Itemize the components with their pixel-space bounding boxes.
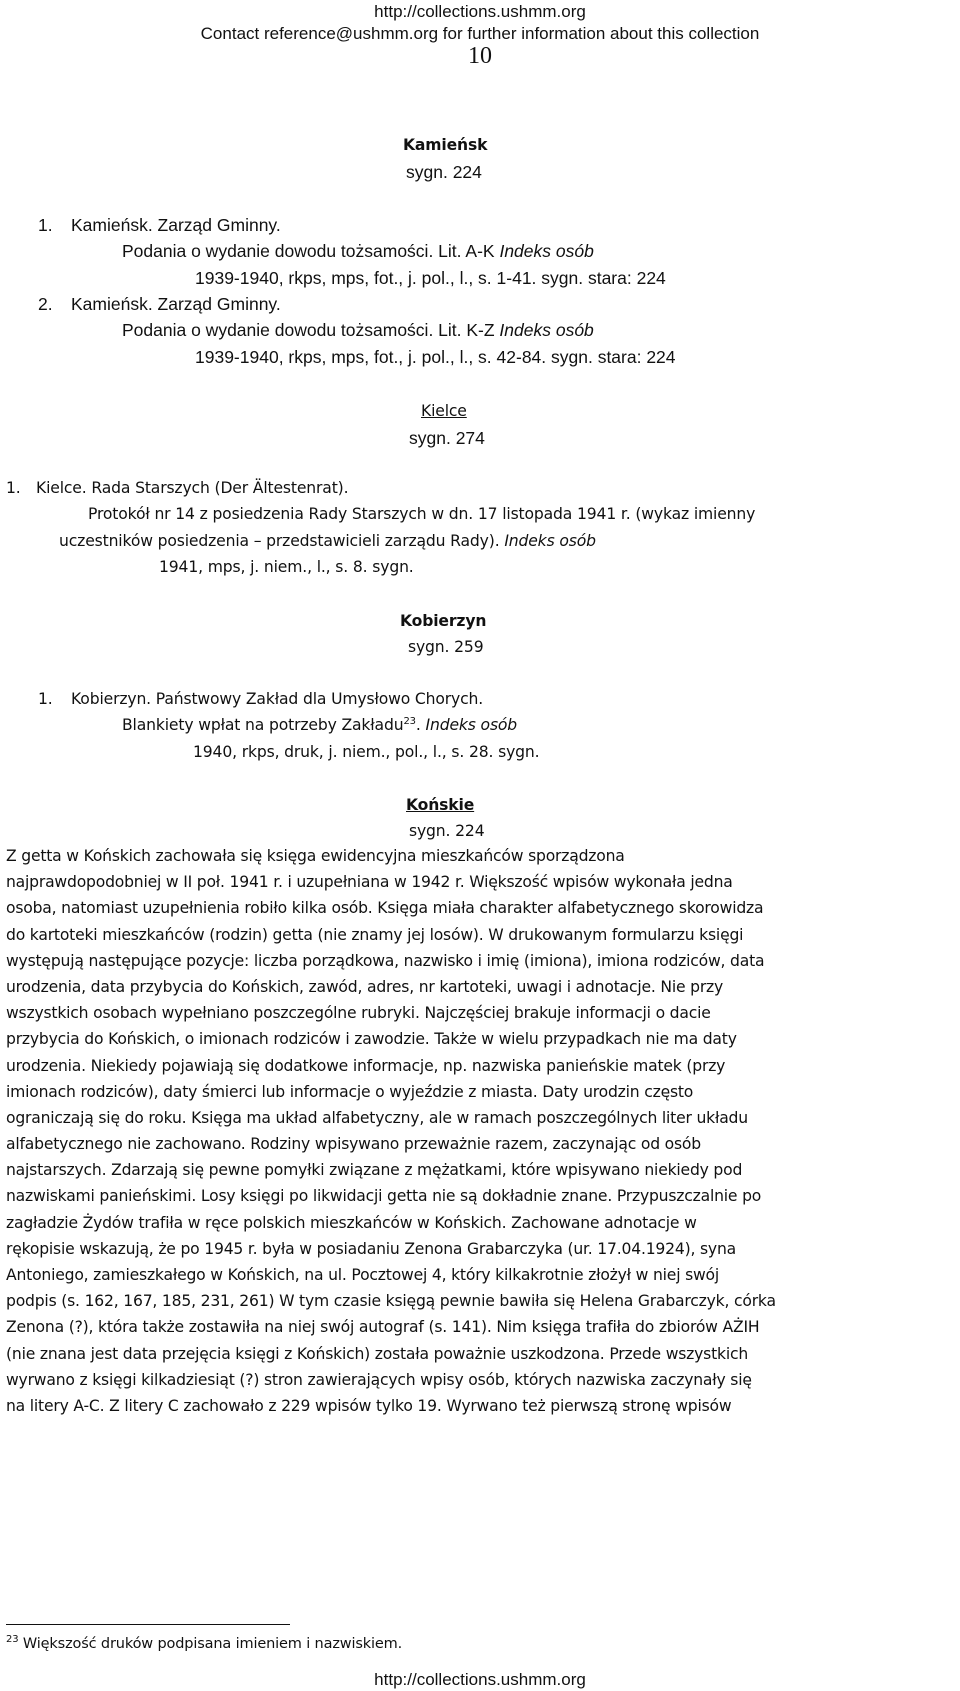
footnote-ref: 23 (403, 716, 416, 727)
paragraph-line: Z getta w Końskich zachowała się księga ewidencyjna mieszkańców sporządzona (6, 847, 625, 865)
section-title-konskie: Końskie (406, 796, 475, 814)
paragraph-line: występują następujące pozycje: liczba porządkowa, nazwisko i imię (imiona), imiona rodziców, data (6, 951, 765, 970)
paragraph-line: urodzenia. Niekiedy pojawiają się dodatkowe informacje, np. nazwiska panieńskie matek (przy (6, 1056, 726, 1075)
header-url: http://collections.ushmm.org (374, 2, 586, 21)
entry-number: 1. (6, 479, 21, 497)
paragraph-line: wyrwano z księgi kilkadziesiąt (?) stron zawierających wpisy osób, których nazwiska zaczynały się (6, 1370, 752, 1389)
section-title-kobierzyn: Kobierzyn (400, 612, 487, 630)
paragraph-line: ograniczają się do roku. Księga ma układ alfabetyczny, ale w ramach poszczególnych liter układu (6, 1108, 748, 1127)
paragraph-line: na litery A-C. Z litery C zachowało z 229 wpisów tylko 19. Wyrwano też pierwszą stronę wpisów (6, 1396, 732, 1415)
paragraph-line: rękopisie wskazują, że po 1945 r. była w posiadaniu Zenona Grabarczyka (ur. 17.04.1924), syna (6, 1239, 736, 1258)
footnote-separator (6, 1624, 290, 1625)
section-sygn-kobierzyn: sygn. 259 (408, 638, 484, 656)
entry-title: Kielce. Rada Starszych (Der Ältestenrat). (36, 479, 349, 497)
entry-title: Kamieńsk. Zarząd Gminny. (71, 294, 281, 314)
paragraph-line: zagładzie Żydów trafiła w ręce polskich mieszkańców w Końskich. Zachowane adnotacje w (6, 1213, 697, 1232)
paragraph-line: Antoniego, zamieszkałego w Końskich, na ul. Pocztowej 4, który kilkakrotnie złożył w niej swój (6, 1266, 720, 1284)
footnote: $^{23}$ Większość druków podpisana imieniem i nazwiskiem. (6, 1634, 403, 1652)
page-number: 10 (468, 43, 492, 69)
paragraph-line: Zenona (?), która także zostawiła na niej swój autograf (s. 141). Nim księga trafiła do zbiorów AŻIH (6, 1318, 760, 1337)
entry-description: Blankiety wpłat na potrzeby Zakładu$^{23}$. Indeks osób (122, 716, 518, 734)
paragraph-line: imionach rodziców), daty śmierci lub informacje o wyjeździe z miasta. Daty urodzin często (6, 1082, 694, 1101)
entry-details: 1940, rkps, druk, j. niem., pol., l., s. 28. sygn. (193, 743, 540, 761)
paragraph-line: przybycia do Końskich, o imionach rodziców i zawodzie. Także w wielu przypadkach nie ma daty (6, 1030, 737, 1049)
section-title-kamiensk: Kamieńsk (403, 136, 488, 154)
footer-url: http://collections.ushmm.org (374, 1670, 586, 1689)
paragraph-line: najstarszych. Zdarzają się pewne pomyłki związane z mężatkami, które wpisywano niekiedy pod (6, 1161, 743, 1180)
paragraph-line: (nie znana jest data przejęcia księgi z Końskich) została poważnie uszkodzona. Przede wszystkich (6, 1344, 749, 1363)
entry-description: Podania o wydanie dowodu tożsamości. Lit. A-K Indeks osób (122, 241, 594, 261)
konskie-description (6, 843, 960, 1419)
index-label: Indeks osób (499, 241, 594, 261)
entry-description-cont: uczestników posiedzenia – przedstawicieli zarządu Rady). Indeks osób (59, 532, 596, 550)
paragraph-line: nazwiskami panieńskimi. Losy księgi po likwidacji getta nie są dokładnie znane. Przypuszczalnie po (6, 1187, 762, 1206)
index-label: Indeks osób (504, 532, 596, 550)
entry-number: 2. (38, 294, 53, 314)
entry-description: Protokół nr 14 z posiedzenia Rady Starszych w dn. 17 listopada 1941 r. (wykaz imienny (88, 505, 756, 523)
entry-number: 1. (38, 215, 53, 235)
entry-title: Kobierzyn. Państwowy Zakład dla Umysłowo Chorych. (71, 690, 484, 708)
entry-number: 1. (38, 690, 53, 708)
paragraph-line: osoba, natomiast uzupełnienia robiło kilka osób. Księga miała charakter alfabetycznego skorowidza (6, 899, 764, 918)
footnote-number: 23 (6, 1634, 19, 1645)
index-label: Indeks osób (499, 320, 594, 340)
section-title-kielce: Kielce (421, 402, 467, 420)
index-label: Indeks osób (425, 716, 518, 734)
section-sygn-kielce: sygn. 274 (409, 428, 485, 448)
header-contact: Contact reference@ushmm.org for further information about this collection (200, 24, 760, 43)
entry-description: Podania o wydanie dowodu tożsamości. Lit. K-Z Indeks osób (122, 320, 594, 340)
paragraph-line: wszystkich osobach wypełniano poszczególne rubryki. Najczęściej brakuje informacji o dacie (6, 1004, 711, 1023)
section-sygn-konskie: sygn. 224 (409, 822, 485, 840)
section-sygn-kamiensk: sygn. 224 (406, 162, 482, 182)
entry-details: 1941, mps, j. niem., l., s. 8. sygn. (159, 558, 414, 576)
paragraph-line: alfabetycznego nie zachowano. Rodziny wpisywano przeważnie razem, zaczynając od osób (6, 1135, 701, 1154)
entry-details: 1939-1940, rkps, mps, fot., j. pol., l., s. 1-41. sygn. stara: 224 (195, 268, 666, 288)
entry-details: 1939-1940, rkps, mps, fot., j. pol., l., s. 42-84. sygn. stara: 224 (195, 347, 676, 367)
paragraph-line: najprawdopodobniej w II poł. 1941 r. i uzupełniana w 1942 r. Większość wpisów wykonała jedna (6, 873, 733, 892)
paragraph-line: podpis (s. 162, 167, 185, 231, 261) W tym czasie księgą pewnie bawiła się Helena Grabarczyk, córka (6, 1292, 776, 1311)
paragraph-line: urodzenia, data przybycia do Końskich, zawód, adres, nr kartoteki, uwagi i adnotacje. Nie przy (6, 977, 724, 996)
paragraph-line: do kartoteki mieszkańców (rodzin) getta (nie znamy jej losów). W drukowanym formularzu księgi (6, 925, 744, 944)
entry-title: Kamieńsk. Zarząd Gminny. (71, 215, 281, 235)
